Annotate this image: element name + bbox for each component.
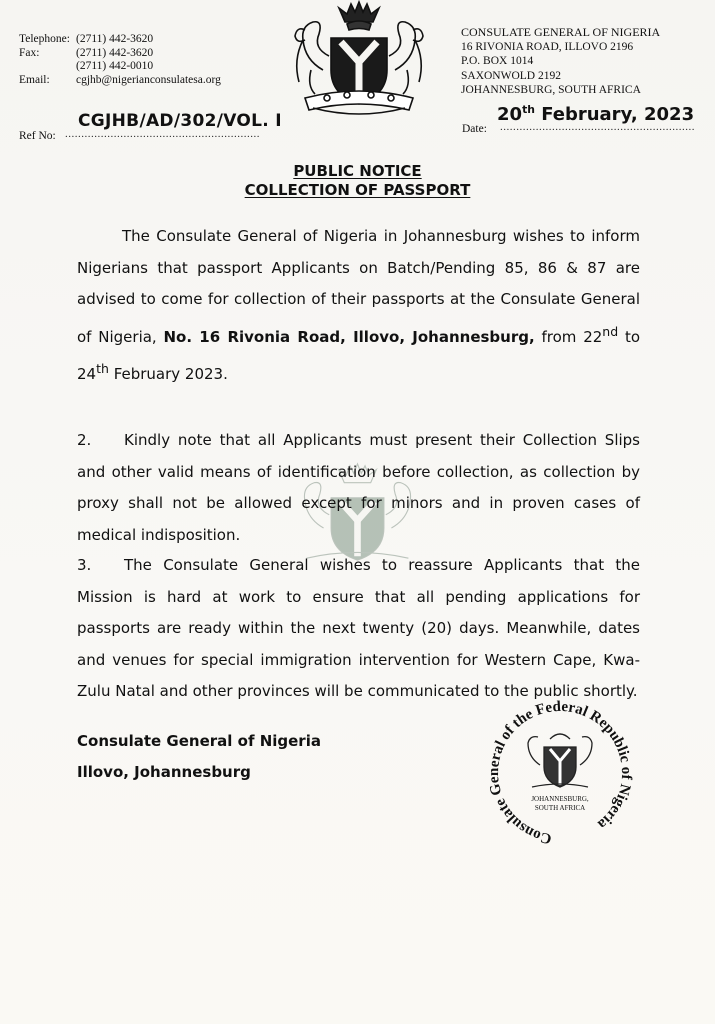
ref-number: CGJHB/AD/302/VOL. I xyxy=(78,111,282,131)
date-suffix: th xyxy=(522,103,535,116)
seal-ring-text: Consulate General of the Federal Republic of Nigeria xyxy=(485,698,635,845)
telephone-label: Telephone: xyxy=(19,33,70,45)
paragraph-number: 3. xyxy=(77,556,92,574)
paragraph-3-text: The Consulate General wishes to reassure Applicants that the Mission is hard at work to ensure that all pending applications for passports are ready within the next twenty (20) days. Meanwhile, dates and venues for special immigration intervention for Western Cape, Kwa-Zulu Natal and other provinces will be communicated to the public shortly. xyxy=(77,556,640,700)
telephone-value: (2711) 442-3620 xyxy=(76,33,154,45)
paragraph-3 xyxy=(77,550,640,708)
address-line: SAXONWOLD 2192 xyxy=(461,69,561,82)
signature-line-2: Illovo, Johannesburg xyxy=(77,763,251,781)
address-line: P.O. BOX 1014 xyxy=(461,55,534,67)
paragraph-1 xyxy=(77,221,640,391)
official-seal-icon xyxy=(480,695,640,845)
date-month-year: February, 2023 xyxy=(534,104,695,125)
from-date: from 22 xyxy=(534,327,603,346)
date-day: 20 xyxy=(497,104,523,125)
paragraph-1-end: February 2023. xyxy=(108,365,228,383)
contact-block xyxy=(19,33,221,87)
date-dotted-line: ............................................................ xyxy=(500,121,695,133)
fax-label-2 xyxy=(19,60,76,74)
address-title: CONSULATE GENERAL OF NIGERIA xyxy=(461,25,661,39)
notice-subtitle: COLLECTION OF PASSPORT xyxy=(244,181,471,199)
paragraph-2-text: Kindly note that all Applicants must present their Collection Slips and other valid means of identification before collection, as collection by proxy shall not be allowed except for minors and in proven cases of medical indisposition. xyxy=(77,431,640,544)
paragraph-1-text: The Consulate General of Nigeria in Johannesburg wishes to inform Nigerians that passport Applicants on Batch/Pending 85, 86 & 87 are advised to come for collection of their passports at the Consulate General of Nigeria, xyxy=(77,227,640,346)
fax-label: Fax: xyxy=(19,46,40,59)
collection-address: No. 16 Rivonia Road, Illovo, Johannesburg, xyxy=(163,327,535,346)
seal-city: JOHANNESBURG, xyxy=(531,795,589,803)
signature-line-1: Consulate General of Nigeria xyxy=(77,732,321,750)
coat-of-arms-icon xyxy=(283,0,435,122)
date-label: Date: xyxy=(462,123,487,135)
notice-title: PUBLIC NOTICE xyxy=(293,162,422,180)
ref-label: Ref No: xyxy=(19,130,56,142)
address-line: JOHANNESBURG, SOUTH AFRICA xyxy=(461,84,641,96)
consulate-address xyxy=(461,25,660,98)
address-line: 16 RIVONIA ROAD, ILLOVO 2196 xyxy=(461,40,634,53)
ref-dotted-line: ............................................................ xyxy=(65,128,260,140)
email-value: cgjhb@nigerianconsulatesa.org xyxy=(76,73,221,86)
paragraph-number: 2. xyxy=(77,431,92,449)
fax-value-2: (2711) 442-0010 xyxy=(76,60,154,72)
email-label: Email: xyxy=(19,73,50,86)
paragraph-2 xyxy=(77,425,640,551)
to-date: to 24 xyxy=(77,327,640,383)
seal-country: SOUTH AFRICA xyxy=(534,804,586,812)
to-date-suffix: th xyxy=(96,361,109,376)
fax-value: (2711) 442-3620 xyxy=(76,46,154,59)
from-date-suffix: nd xyxy=(602,323,619,339)
